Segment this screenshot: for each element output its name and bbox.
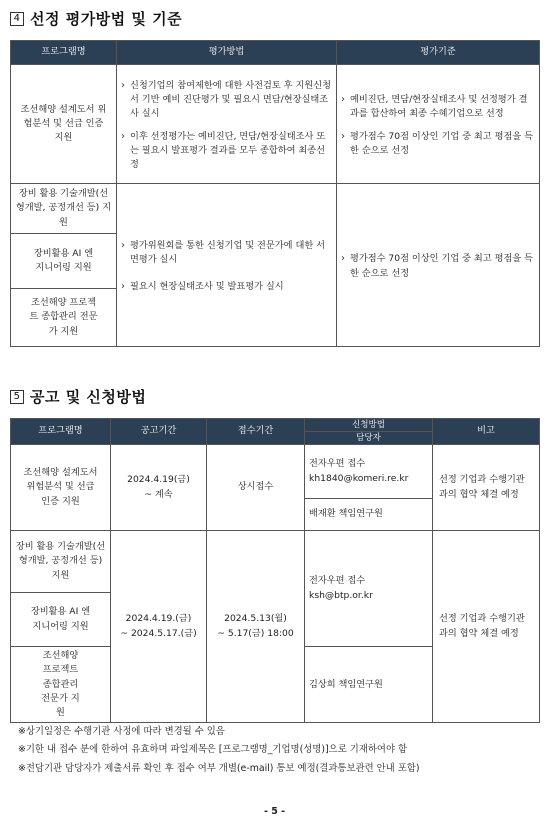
note-item: ※상기일정은 수행기관 사정에 따라 변경될 수 있음 xyxy=(18,726,225,737)
email-text: ksh@btp.or.kr xyxy=(309,589,373,601)
criteria-item: › 예비진단, 면담/현장실태조사 및 선정평가 결과를 합산하여 최종 수혜기업으로 선정 xyxy=(341,93,535,122)
section-4-title: 선정 평가방법 및 기준 xyxy=(30,10,183,28)
header-program: 프로그램명 xyxy=(11,419,111,445)
contact-cell: 배재환 책임연구원 xyxy=(305,499,433,531)
remark-cell: 선정 기업과 수행기관과의 협약 체결 예정 xyxy=(433,531,540,723)
notice-cell xyxy=(111,531,207,723)
header-remark: 비고 xyxy=(433,419,540,445)
method-cell xyxy=(117,184,337,347)
application-table xyxy=(10,418,540,723)
section-5-title: 공고 및 신청방법 xyxy=(30,388,147,406)
header-receipt: 접수기간 xyxy=(207,419,305,445)
method-item: › 이후 선정평가는 예비진단, 면담/현장실태조사 또는 필요시 발표평가 결과를 모두 종합하여 최종선정 xyxy=(121,130,332,173)
method-label: 전자우편 접수 xyxy=(309,458,366,470)
method-cell xyxy=(305,445,433,499)
program-cell: 조선해양 설계도서 위험분석 및 선급 인증 지원 xyxy=(11,445,111,531)
notes xyxy=(18,723,540,778)
header-criteria: 평가기준 xyxy=(337,41,540,65)
criteria-cell xyxy=(337,184,540,347)
contact-cell: 김상희 책임연구원 xyxy=(305,647,433,723)
notice-end: ~ 2024.5.17.(금) xyxy=(120,627,197,639)
page-number: - 5 - xyxy=(263,806,286,817)
criteria-item: › 평가점수 70점 이상인 기업 중 최고 평점을 득한 순으로 선정 xyxy=(341,252,535,281)
header-method: 신청방법 xyxy=(305,419,433,432)
notice-start: 2024.4.19.(금) xyxy=(125,613,192,625)
method-item: › 필요시 현장실태조사 및 발표평가 실시 xyxy=(121,280,332,294)
receipt-end: ~ 5.17(금) 18:00 xyxy=(217,627,294,639)
remark-cell: 선정 기업과 수행기관과의 협약 체결 예정 xyxy=(433,445,540,531)
program-cell: 장비 활용 기술개발(선형개발, 공정개선 등) 지원 xyxy=(11,184,117,234)
receipt-start: 2024.5.13(월) xyxy=(224,613,287,625)
header-contact: 담당자 xyxy=(305,432,433,445)
receipt-cell xyxy=(207,531,305,723)
method-item: › 평가위원회를 통한 신청기업 및 전문가에 대한 서면평가 실시 xyxy=(121,239,332,268)
program-cell: 조선해양 프로젝트 종합관리 전문가 지원 xyxy=(11,647,111,723)
evaluation-table xyxy=(10,40,540,347)
program-cell: 장비 활용 기술개발(선형개발, 공정개선 등) 지원 xyxy=(11,531,111,593)
method-label: 전자우편 접수 xyxy=(309,575,366,587)
section-4-number: 4 xyxy=(10,12,24,26)
section-5-number: 5 xyxy=(10,390,24,404)
receipt-cell: 상시접수 xyxy=(207,445,305,531)
note-item: ※전담기관 담당자가 제출서류 확인 후 접수 여부 개별(e-mail) 통보 예정(결과통보관련 안내 포함) xyxy=(18,762,420,774)
criteria-cell xyxy=(337,65,540,184)
method-cell xyxy=(117,65,337,184)
method-item: › 신청기업의 참여제한에 대한 사전검토 후 지원신청서 기반 예비 진단평가 및 필요시 면담/현장실태조사 실시 xyxy=(121,79,332,122)
program-cell: 조선해양 설계도서 위험분석 및 선급 인증 지원 xyxy=(11,65,117,184)
notice-cell: 2024.4.19(금) ~ 계속 xyxy=(111,445,207,531)
header-method: 평가방법 xyxy=(117,41,337,65)
note-item: ※기한 내 접수 분에 한하여 유효하며 파일제목은 [프로그램명_기업명(성명)]으로 기재하여야 함 xyxy=(18,744,408,756)
email-text: kh1840@komeri.re.kr xyxy=(309,472,409,484)
header-program: 프로그램명 xyxy=(11,41,117,65)
criteria-item: › 평가점수 70점 이상인 기업 중 최고 평점을 득한 순으로 선정 xyxy=(341,130,535,159)
section-4-heading xyxy=(10,8,182,29)
program-cell: 장비활용 AI 엔지니어링 지원 xyxy=(11,593,111,647)
program-cell: 장비활용 AI 엔지니어링 지원 xyxy=(11,234,117,289)
method-cell xyxy=(305,531,433,647)
program-cell: 조선해양 프로젝트 종합관리 전문가 지원 xyxy=(11,289,117,347)
section-5-heading xyxy=(10,386,146,407)
header-notice: 공고기간 xyxy=(111,419,207,445)
